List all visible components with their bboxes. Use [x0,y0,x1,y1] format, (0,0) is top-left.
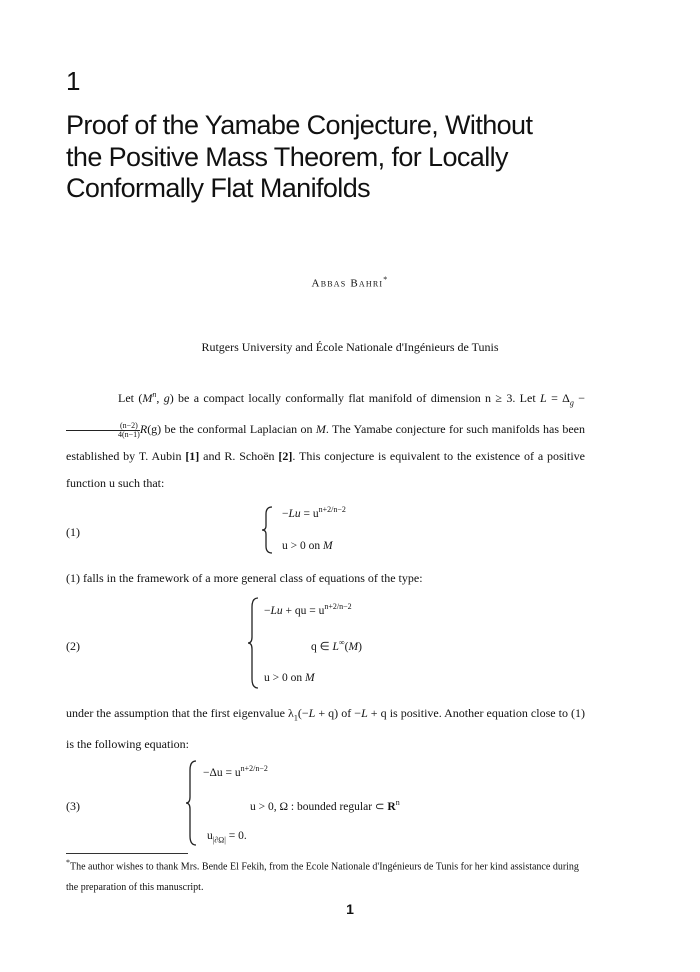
paragraph-eigenvalue: under the assumption that the first eigenvalue $\lambda_1(-L + q)$ of −L + q is positive. Another equation close to (1) is the following equation: [66,706,586,752]
footnote [66,852,586,898]
footnote-text: The author wishes to thank Mrs. Bende El Fekih, from the Ecole Nationale d'Ingénieurs de Tunis for her kind assistance during the preparation of this manuscript. [66,861,579,894]
equation-3-line-1: $-\Delta u = u^{n+2/n-2}$ [203,764,268,779]
fraction: $\frac{(n-2)}{4(n-1)}$ [66,422,140,439]
chapter-title: Proof of the Yamabe Conjecture, Without the Positive Mass Theorem, for Locally Conformally Flat Manifolds [66,110,533,203]
author-name: Abbas Bahri [311,277,384,290]
reference-2: [2] [278,449,293,464]
equation-3-line-2: u > 0, Ω : bounded regular ⊂ $R^n$ [250,798,400,813]
equation-3-number: (3) [66,799,80,813]
equation-1-number: (1) [66,525,80,539]
equation-2-line-3: u > 0 on M [264,672,315,684]
page-number: 1 [346,901,354,917]
author-line [0,275,700,290]
equation-2-line-1: −Lu + qu = $u^{n+2/n-2}$ [264,602,352,617]
equation-3-line-3: $u_{|\partial\Omega|} = 0$. [207,830,247,845]
equation-1-brace [262,506,276,554]
equation-2-brace [248,597,262,689]
chapter-number: 1 [66,66,81,96]
author-footnote-mark: * [383,275,389,284]
reference-1: [1] [185,449,200,464]
equation-2-line-2: q ∈ L∞(M) [311,638,362,653]
equation-1-line-2: u > 0 on M [282,540,333,552]
equation-2-number: (2) [66,639,80,653]
affiliation: Rutgers University and École Nationale d'Ingénieurs de Tunis [201,340,499,354]
equation-3-brace [186,760,200,846]
paragraph-framework: (1) falls in the framework of a more general class of equations of the type: [66,571,423,585]
paragraph-intro: Let ($M^n$, g) be a compact locally conformally flat manifold of dimension n ≥ 3. Let $L = \Delta_g$ − $\frac{(n-2)}{4(n-1)}$ R(g) be the conformal Laplacian on M. The Yamabe conjecture for such manifolds has been established by T. Aubin [1] and R. Schoën [2]. This conjecture is equivalent to the existence of a positive function u such that: [66,390,586,491]
footnote-mark: * [66,858,70,867]
equation-1-line-1: $-Lu = u^{n+2/n-2}$ [282,505,346,520]
